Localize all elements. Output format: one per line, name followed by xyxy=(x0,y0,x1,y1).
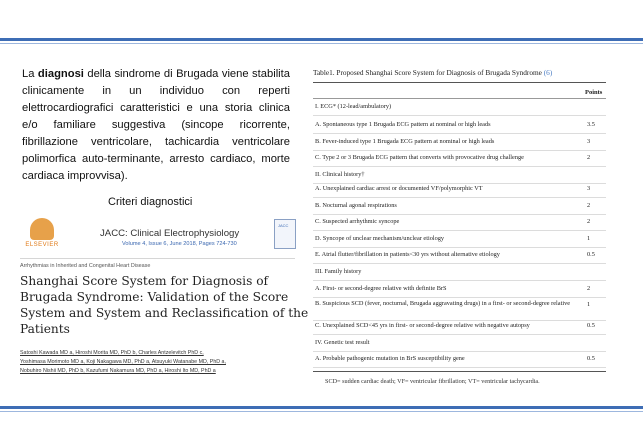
criterion-label: III. Family history xyxy=(315,268,362,275)
criterion-label: D. Syncope of unclear mechanism/unclear etiology xyxy=(315,235,445,242)
criteria-label: Criteri diagnostici xyxy=(108,196,193,208)
authors-line-1[interactable]: Satoshi Kawada MD a, Hiroshi Morita MD, PhD b, Charles Antzelevitch PhD c, xyxy=(20,350,204,356)
points-column-header: Points xyxy=(585,89,603,96)
journal-name: JACC: Clinical Electrophysiology xyxy=(100,228,240,239)
row-separator xyxy=(313,297,606,298)
criterion-points: 0.5 xyxy=(587,355,595,362)
criterion-points: 1 xyxy=(587,235,591,242)
journal-header xyxy=(20,216,295,252)
journal-volume-link[interactable]: Volume 4, Issue 6, June 2018, Pages 724-730 xyxy=(122,241,237,247)
criterion-label: B. Suspicious SCD (fever, nocturnal, Brugada aggravating drugs) in a first- or second-degree relative xyxy=(315,300,571,307)
table-reference-link[interactable]: (6) xyxy=(543,68,553,77)
criterion-label: B. Nocturnal agonal respirations xyxy=(315,202,397,209)
article-divider xyxy=(20,258,295,259)
elsevier-logo-icon: ELSEVIER xyxy=(22,218,62,250)
table-bottom-line xyxy=(313,371,606,372)
criterion-label: II. Clinical history† xyxy=(315,171,365,178)
row-separator xyxy=(313,150,606,151)
criterion-points: 0.5 xyxy=(587,322,595,329)
criterion-points: 0.5 xyxy=(587,251,595,258)
criterion-label: C. Type 2 or 3 Brugada ECG pattern that converts with provocative drug challenge xyxy=(315,154,524,161)
top-rule-thin xyxy=(0,43,643,44)
criterion-label: B. Fever-induced type 1 Brugada ECG pattern at nominal or high leads xyxy=(315,138,495,145)
criterion-label: IV. Genetic test result xyxy=(315,339,370,346)
criterion-points: 3 xyxy=(587,185,591,192)
table-header-line xyxy=(313,98,606,99)
top-rule xyxy=(0,38,643,41)
criterion-label: A. Probable pathogenic mutation in BrS susceptibility gene xyxy=(315,355,465,362)
row-separator xyxy=(313,133,606,134)
table-title: Table1. Proposed Shanghai Score System for Diagnosis of Brugada Syndrome (6) xyxy=(313,68,553,77)
criterion-points: 3.5 xyxy=(587,121,595,128)
table-top-line xyxy=(313,82,606,83)
intro-paragraph: La diagnosi della sindrome di Brugada viene stabilita clinicamente in un individuo con reperti elettrocardiografici caratteristici e una storia clinica e/o familiare suggestiva (sincope ricorrente, fibrillazione ventricolare, tachicardia ventricolare polimorfica auto-terminante, arresto cardiaco, morte cardiaca improvvisa). xyxy=(22,68,290,182)
table-footnote: SCD= sudden cardiac death; VF= ventricular fibrillation; VT= ventricular tachycardia. xyxy=(325,378,540,385)
criterion-points: 3 xyxy=(587,138,591,145)
criterion-points: 2 xyxy=(587,154,591,161)
row-separator xyxy=(313,280,606,281)
authors-line-2[interactable]: Yoshimasa Morimoto MD a, Koji Nakagawa MD, PhD a, Atsuyuki Watanabe MD, PhD a, xyxy=(20,359,226,365)
article-authors xyxy=(20,349,300,376)
row-separator xyxy=(313,351,606,352)
article-title: Shanghai Score System for Diagnosis of Brugada Syndrome: Validation of the Score System and System and Reclassification of the Patients xyxy=(20,274,309,336)
criterion-label: C. Suspected arrhythmic syncope xyxy=(315,218,400,225)
row-separator xyxy=(313,247,606,248)
row-separator xyxy=(313,197,606,198)
article-category: Arrhythmias in Inherited and Congenital Heart Disease xyxy=(20,263,151,269)
article-card xyxy=(20,216,309,376)
criterion-label: A. Spontaneous type 1 Brugada ECG pattern at nominal or high leads xyxy=(315,121,491,128)
row-separator xyxy=(313,115,606,116)
criterion-label: C. Unexplained SCD<45 yrs in first- or second-degree relative with negative autopsy xyxy=(315,322,530,329)
row-separator xyxy=(313,214,606,215)
bottom-rule xyxy=(0,406,643,409)
row-separator xyxy=(313,230,606,231)
criterion-label: E. Atrial flutter/fibrillation in patients<30 yrs without alternative etiology xyxy=(315,251,500,258)
intro-bold-term: diagnosi xyxy=(37,68,84,80)
criterion-points: 2 xyxy=(587,202,591,209)
criterion-label: I. ECG* (12-lead/ambulatory) xyxy=(315,103,392,110)
criterion-points: 1 xyxy=(587,301,591,308)
row-separator xyxy=(313,166,606,167)
bottom-rule-thin xyxy=(0,411,643,412)
criterion-points: 2 xyxy=(587,285,591,292)
criterion-label: A. First- or second-degree relative with definite BrS xyxy=(315,285,447,292)
row-separator xyxy=(313,263,606,264)
journal-cover-icon: JACC xyxy=(274,219,296,249)
row-separator xyxy=(313,334,606,335)
criterion-points: 2 xyxy=(587,218,591,225)
criterion-label: A. Unexplained cardiac arrest or documented VF/polymorphic VT xyxy=(315,185,483,192)
row-separator xyxy=(313,367,606,368)
authors-line-3[interactable]: Nobuhiro Nishii MD, PhD b, Kazufumi Nakamura MD, PhD a, Hiroshi Ito MD, PhD a xyxy=(20,368,216,374)
